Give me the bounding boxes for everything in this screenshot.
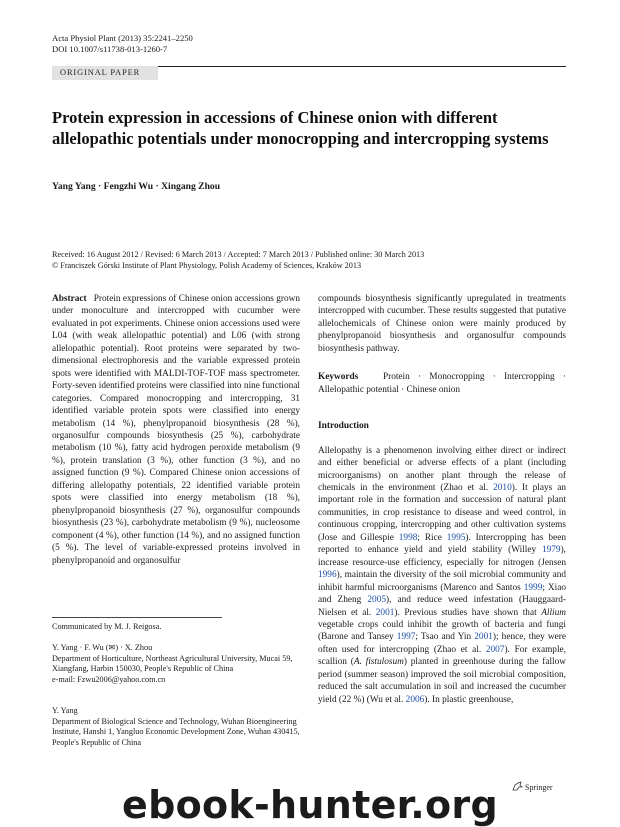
intro-text: vegetable crops could inhibit the growth of bacteria and fungi (Barone and Tansey [318,619,566,643]
affiliation-1-address: Department of Horticulture, Northeast Agricultural University, Mucai 59, Xiangfang, Harbin 150030, People's Republic of China [52,653,293,674]
affiliation-1 [52,643,300,685]
intro-text: ). Previous studies have shown that [394,607,542,618]
abstract-continued: compounds biosynthesis significantly upregulated in treatments intercropped with cucumber. These results suggested that putative allelochemicals of Chinese onion were mainly produced by phenylpropanoid biosynthesis and organosulfur compounds biosynthesis pathway. [318,294,566,354]
affiliation-2 [52,706,300,748]
genus-name: Allium [541,607,566,618]
footnote-rule [52,617,222,618]
keywords-label: Keywords [318,372,359,383]
citation-link[interactable]: 1996 [318,570,337,581]
intro-text: ); hence, they were often used for intercropping (Zhao et al. [318,632,566,655]
intro-text: ). Intercropping has been reported to enhance yield and yield stability (Willey [318,532,566,556]
citation-link[interactable]: 2001 [375,607,395,618]
citation-link[interactable]: 2006 [405,694,425,705]
abstract-label: Abstract [52,294,87,304]
publisher-name: Springer [525,783,553,792]
citation-link[interactable]: 1979 [541,545,561,556]
affiliation-2-address: Department of Biological Science and Technology, Wuhan Bioengineering Institute, Hanshi 1, Yangluo Economic Development Zone, Wuhan 430415, People's Republic of China [52,716,300,747]
affiliation-2-name: Y. Yang [52,706,78,715]
citation-link[interactable]: 1995 [446,532,466,543]
section-heading-introduction: Introduction [318,421,369,432]
article-title: Protein expression in accessions of Chinese onion with different allelopathic potentials under monocropping and intercropping systems [52,108,549,148]
watermark: ebook-hunter.org [122,783,498,827]
abstract [52,293,300,567]
intro-text: Allelopathy is a phenomenon involving either direct or indirect and either beneficial or adverse effects of a plant (including microorganisms) on another plant through the release of chemicals in the environment (Zhao et al. [318,445,566,493]
doi: DOI 10.1007/s11738-013-1260-7 [52,44,168,54]
publication-history [52,249,572,271]
keywords-text: Protein · Monocropping · Intercropping · Allelopathic potential · Chinese onion [318,372,566,395]
citation-link[interactable]: 1998 [398,532,418,543]
intro-text: ), maintain the diversity of the soil microbial community and inhibit harmful microorganisms (Marenco and Santos [318,570,566,593]
citation-link[interactable]: 1999 [523,582,543,593]
intro-text: ; Xiao and Zheng [318,582,566,606]
right-column [318,293,566,706]
citation-link[interactable]: 2001 [474,632,493,643]
communicated-by: Communicated by M. J. Reigosa. [52,622,162,631]
intro-text: ). It plays an important role in the formation and succession of natural plant communities, in crop resistance to disease and weed control, in continuous cropping, intercropping and other cultivation systems (Jose and Gillespie [318,482,566,543]
article-type-tag: ORIGINAL PAPER [52,66,158,80]
author-list: Yang Yang · Fengzhi Wu · Xingang Zhou [52,181,221,192]
author-email: e-mail: Fzwu2006@yahoo.com.cn [52,674,166,684]
intro-text: ; Tsao and Yin [415,632,475,643]
intro-text: ), and reduce weed infestation (Hauggaard-Nielsen et al. [318,595,566,618]
copyright-line: © Franciszek Górski Institute of Plant Physiology, Polish Academy of Sciences, Kraków 2013 [52,261,362,270]
citation-link[interactable]: 1997 [396,632,416,643]
citation-link[interactable]: 2010 [493,482,512,493]
citation-link[interactable]: 2007 [485,644,505,655]
introduction-paragraph [318,445,566,707]
received-dates: Received: 16 August 2012 / Revised: 6 March 2013 / Accepted: 7 March 2013 / Published online: 30 March 2013 [52,250,425,259]
abstract-text: Protein expressions of Chinese onion accessions grown under monoculture and intercropped with cucumber were evaluated in pot experiments. Chinese onion accessions used were L04 (with weak allelopathic potential) and L06 (with strong allelopathic potential). Root proteins were separated by two-dimensional electrophoresis and the variable expressed protein spots were identified with MALDI-TOF-TOF mass spectrometer. Forty-seven identified proteins were classified into nine functional categories. Compared monocropping and intercropping, 31 identified variable protein spots were classified into energy metabolism (14 %), phenylpropanoid biosynthesis (28 %), organosulfur compounds biosynthesis (25 %), carbohydrate metabolism (10 %), fatty acid hydrogen peroxide metabolism (9 %), protein translation (3 %), other function (3 %), and no assigned function (9 %). Compared Chinese onion accessions of differing allelopathy potentials, 22 identified variable protein spots were classified into energy metabolism (18 %), phenylpropanoid biosynthesis (27 %), organosulfur compounds biosynthesis (23 %), carbohydrate metabolism (9 %), nucleosome component (4 %), other function (14 %), and no assigned function (5 %). The level of variable-expressed proteins involved in phenylpropanoid and organosulfur [52,294,300,566]
affiliation-1-names: Y. Yang · F. Wu (✉) · X. Zhou [52,643,153,652]
intro-text: ; Rice [417,532,447,543]
intro-text: ). In plastic greenhouse, [424,694,514,705]
species-name: A. fistulosum [353,657,404,668]
citation-link[interactable]: 2005 [367,595,386,606]
journal-citation: Acta Physiol Plant (2013) 35:2241–2250 [52,33,193,43]
intro-text: ). For example, scallion ( [318,644,566,668]
intro-text: ), increase resource-use efficiency, especially for nitrogen (Jensen [318,545,566,568]
intro-text: ) planted in greenhouse during the fallow period (summer season) improved the soil microbial composition, reduced the salt accumulation in soil and increased the cucumber yield (22 %) (Wu et al. [318,657,566,705]
